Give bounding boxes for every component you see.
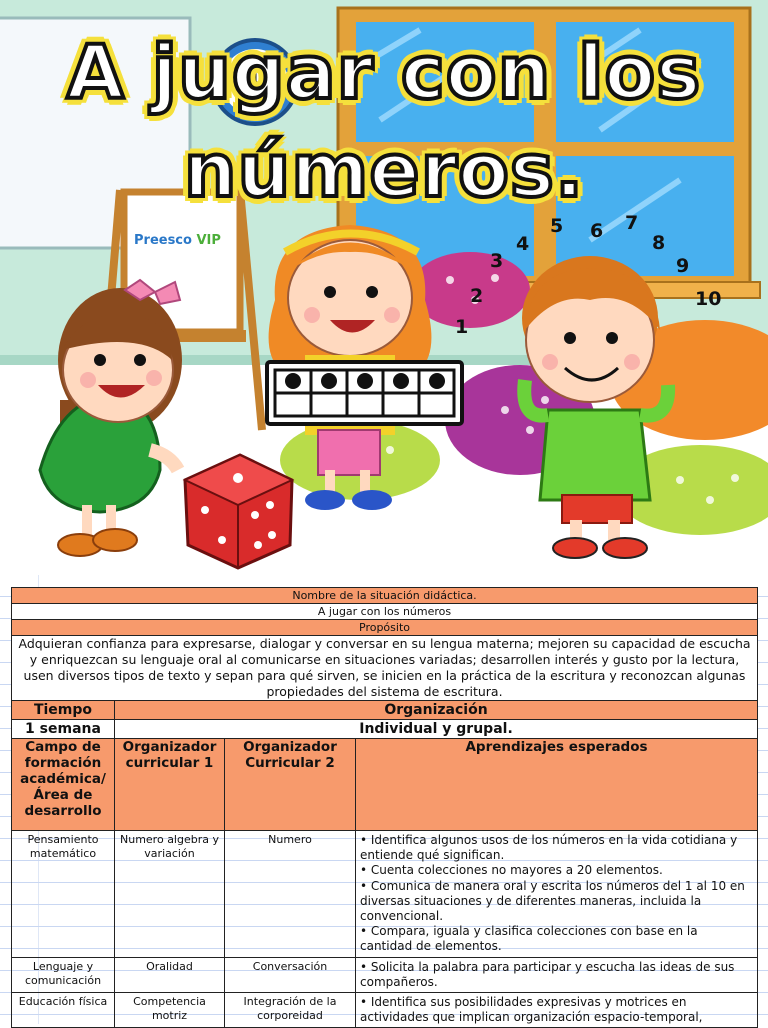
table-cell-organizador-1: Numero algebra y variación: [115, 831, 225, 958]
table-cell-aprendizajes: [356, 831, 758, 958]
table-cell-organizador-2: Conversación: [225, 957, 356, 992]
table-cell-aprendizajes: [356, 957, 758, 992]
floating-number: 4: [516, 233, 530, 255]
cover-title-line-2: números.: [183, 128, 585, 214]
learning-outcome-item: • Solicita la palabra para participar y escucha las ideas de sus compañeros.: [360, 959, 735, 989]
ten-frame-card: [267, 362, 462, 424]
learning-outcome-item: • Comunica de manera oral y escrita los números del 1 al 10 en diversas situaciones y de diferentes maneras, incluida la convencional.: [360, 878, 745, 924]
floating-number: 9: [676, 255, 690, 277]
learning-outcome-item: • Compara, iguala y clasifica colecciones con base en la cantidad de elementos.: [360, 924, 698, 954]
dice-icon: [185, 455, 292, 568]
table-cell-campo: Pensamiento matemático: [12, 831, 115, 958]
table-cell-aprendizajes: [356, 993, 758, 1028]
lesson-plan-section: [0, 575, 768, 1024]
table-cell-organizador-2: Numero: [225, 831, 356, 958]
column-header-campo: Campo de formación académica/ Área de desarrollo: [12, 739, 115, 831]
floating-number: 2: [470, 285, 484, 307]
floating-number: 6: [590, 220, 604, 242]
floating-number: 3: [490, 250, 504, 272]
table-cell-organizador-1: Competencia motriz: [115, 993, 225, 1028]
organizacion-value: Individual y grupal.: [115, 720, 758, 739]
learning-outcome-item: • Identifica algunos usos de los números en la vida cotidiana y entiende qué significan.: [360, 833, 738, 863]
organizacion-label: Organización: [115, 701, 758, 720]
brand-logo: [134, 233, 221, 248]
floating-number: 7: [625, 212, 639, 234]
purpose-header: Propósito: [12, 620, 758, 636]
table-cell-organizador-1: Oralidad: [115, 957, 225, 992]
table-cell-campo: Educación física: [12, 993, 115, 1028]
brand-logo-part1: Preesco: [134, 233, 192, 248]
floating-number: 1: [455, 316, 469, 338]
situation-name-value: A jugar con los números: [12, 604, 758, 620]
floating-number: 5: [550, 215, 564, 237]
learning-outcome-item: • Cuenta colecciones no mayores a 20 elementos.: [360, 863, 663, 878]
table-cell-organizador-2: Integración de la corporeidad: [225, 993, 356, 1028]
column-header-organizador-1: Organizador curricular 1: [115, 739, 225, 831]
brand-logo-part2: VIP: [191, 233, 221, 248]
purpose-text: Adquieran confianza para expresarse, dialogar y conversar en su lengua materna; mejoren su capacidad de escucha y enriquezcan su lenguaje oral al comunicarse en situaciones variadas; desarrollen interés y gusto por la lectura, usen diversos tipos de texto y sepan para qué sirven, se inicien en la práctica de la escritura y reconozcan algunas propiedades del sistema de escritura.: [12, 636, 758, 701]
lesson-plan-table: [11, 587, 758, 1028]
column-header-aprendizajes: Aprendizajes esperados: [356, 739, 758, 831]
tiempo-label: Tiempo: [12, 701, 115, 720]
table-cell-campo: Lenguaje y comunicación: [12, 957, 115, 992]
tiempo-value: 1 semana: [12, 720, 115, 739]
cover-title-line-1: A jugar con los: [66, 30, 702, 116]
floating-number: 10: [695, 288, 722, 310]
situation-name-header: Nombre de la situación didáctica.: [12, 588, 758, 604]
floating-number: 8: [652, 232, 666, 254]
column-header-organizador-2: Organizador Curricular 2: [225, 739, 356, 831]
learning-outcome-item: • Identifica sus posibilidades expresivas y motrices en actividades que implican organización espacio-temporal,: [360, 995, 703, 1025]
